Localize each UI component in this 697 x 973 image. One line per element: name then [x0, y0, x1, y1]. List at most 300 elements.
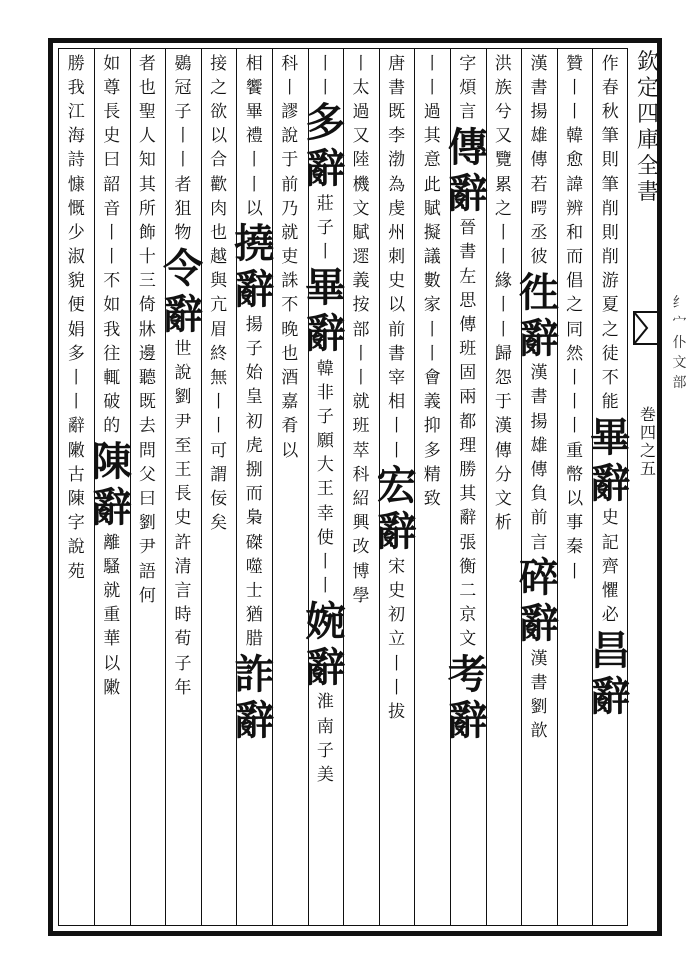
text-char: 子: [174, 653, 192, 674]
text-char: 矣: [210, 513, 228, 534]
text-char: 嘉: [281, 392, 299, 413]
text-char: 會: [423, 368, 441, 389]
text-char: 分: [494, 464, 512, 485]
text-char: 徒: [601, 343, 619, 364]
column-rule: [94, 48, 95, 926]
headword-char: 辭: [305, 643, 346, 691]
text-char: 不: [103, 271, 121, 292]
text-char: 兩: [459, 387, 477, 408]
text-char: 丨: [494, 247, 512, 268]
text-char: 清: [174, 556, 192, 577]
text-char: 勝: [459, 460, 477, 481]
text-char: 李: [388, 126, 406, 147]
text-char: 子: [174, 101, 192, 122]
text-char: 太: [352, 77, 370, 98]
text-char: 又: [494, 126, 512, 147]
text-char: 騷: [103, 556, 121, 577]
text-char: 始: [245, 363, 263, 384]
text-char: 歡: [210, 174, 228, 195]
text-char: 海: [67, 126, 85, 147]
text-char: 丨: [566, 392, 584, 413]
text-char: 就: [352, 392, 370, 413]
headword-char: 詐: [234, 650, 275, 698]
column-rule: [379, 48, 380, 926]
text-char: 二: [459, 580, 477, 601]
text-char: 丨: [103, 247, 121, 268]
text-char: 文: [494, 488, 512, 509]
text-char: 丨: [494, 222, 512, 243]
headword-char: 撓: [234, 220, 275, 268]
text-char: 丨: [388, 440, 406, 461]
text-char: 傳: [530, 150, 548, 171]
text-char: 則: [601, 150, 619, 171]
text-char: 娟: [67, 319, 85, 340]
text-char: 尊: [103, 77, 121, 98]
text-char: 能: [601, 392, 619, 413]
text-char: 以: [245, 198, 263, 219]
text-char: 重: [103, 605, 121, 626]
text-char: 世: [174, 339, 192, 360]
text-char: 越: [210, 247, 228, 268]
text-char: 京: [459, 605, 477, 626]
text-char: 丨: [210, 416, 228, 437]
text-char: 賦: [423, 198, 441, 219]
text-char: 邊: [138, 343, 156, 364]
column-rule: [201, 48, 202, 926]
text-char: 腊: [245, 629, 263, 650]
text-char: 紹: [352, 488, 370, 509]
text-char: 傳: [530, 460, 548, 481]
text-char: 漢: [530, 648, 548, 669]
text-char: 鷃: [174, 53, 192, 74]
text-char: 以: [388, 295, 406, 316]
text-char: 願: [316, 431, 334, 452]
column-rule: [521, 48, 522, 926]
headword-char: 辭: [590, 672, 631, 720]
text-char: 丨: [316, 576, 334, 597]
edge-char: 纟: [672, 295, 687, 311]
text-column: [486, 52, 522, 922]
text-char: 覽: [494, 150, 512, 171]
text-char: 佞: [210, 488, 228, 509]
text-char: 義: [423, 392, 441, 413]
text-char: 遝: [352, 247, 370, 268]
text-char: 破: [103, 392, 121, 413]
text-char: 歆: [530, 721, 548, 742]
text-char: 丨: [566, 416, 584, 437]
text-char: 析: [494, 513, 512, 534]
text-char: 兮: [494, 101, 512, 122]
text-char: 前: [530, 508, 548, 529]
text-char: 理: [459, 435, 477, 456]
text-char: 眉: [210, 319, 228, 340]
text-char: 劉: [138, 513, 156, 534]
book-title: [634, 48, 662, 208]
text-char: 辭: [459, 508, 477, 529]
text-char: 同: [566, 319, 584, 340]
text-char: 不: [281, 295, 299, 316]
title-char: 四: [636, 102, 659, 127]
headword-char: 畢: [305, 263, 346, 311]
text-char: 思: [459, 290, 477, 311]
text-char: 為: [388, 174, 406, 195]
text-char: 傳: [494, 440, 512, 461]
text-char: 緣: [494, 271, 512, 292]
text-char: 游: [601, 271, 619, 292]
headword-char: 辭: [376, 508, 417, 556]
text-char: 也: [138, 77, 156, 98]
text-char: 欲: [210, 101, 228, 122]
adjacent-page-edge: [662, 290, 697, 790]
text-char: 前: [281, 174, 299, 195]
text-char: 劉: [174, 387, 192, 408]
text-char: 慨: [67, 198, 85, 219]
text-char: 書: [530, 387, 548, 408]
text-char: 拔: [388, 701, 406, 722]
text-char: 史: [601, 508, 619, 529]
text-char: 家: [423, 295, 441, 316]
fish-tail-mark: [632, 310, 662, 346]
text-char: 酒: [281, 368, 299, 389]
text-char: 記: [601, 532, 619, 553]
text-char: 其: [423, 126, 441, 147]
text-char: 作: [601, 53, 619, 74]
text-char: 梟: [245, 508, 263, 529]
text-char: 倡: [566, 271, 584, 292]
text-char: 丨: [316, 552, 334, 573]
text-char: 前: [388, 319, 406, 340]
text-char: 丨: [388, 677, 406, 698]
headword-char: 辭: [518, 314, 559, 362]
text-char: 畢: [245, 101, 263, 122]
text-char: 丨: [423, 343, 441, 364]
headword-char: 多: [305, 99, 346, 147]
text-char: 的: [103, 416, 121, 437]
text-char: 以: [566, 488, 584, 509]
text-char: 何: [138, 585, 156, 606]
text-column: [518, 52, 559, 922]
text-char: 陸: [352, 150, 370, 171]
text-char: 必: [601, 605, 619, 626]
text-char: 左: [459, 266, 477, 287]
text-char: 離: [103, 532, 121, 553]
edge-char: 部: [672, 375, 687, 391]
text-char: 其: [138, 174, 156, 195]
text-char: 敶: [67, 440, 85, 461]
text-char: 累: [494, 174, 512, 195]
text-char: 初: [245, 411, 263, 432]
text-char: 冠: [174, 77, 192, 98]
text-char: 也: [281, 343, 299, 364]
text-char: 漢: [530, 363, 548, 384]
text-char: 春: [601, 77, 619, 98]
text-char: 接: [210, 53, 228, 74]
text-char: 丨: [316, 77, 334, 98]
text-char: 丨: [352, 53, 370, 74]
text-char: 丨: [566, 77, 584, 98]
text-char: 歸: [494, 343, 512, 364]
text-char: 漢: [494, 416, 512, 437]
text-char: 我: [103, 319, 121, 340]
text-char: 相: [388, 392, 406, 413]
text-char: 之: [494, 198, 512, 219]
text-char: 班: [459, 339, 477, 360]
text-char: 華: [103, 629, 121, 650]
text-char: 捌: [245, 460, 263, 481]
text-char: 父: [138, 464, 156, 485]
text-char: 科: [281, 53, 299, 74]
text-char: 知: [138, 150, 156, 171]
text-char: 既: [138, 392, 156, 413]
text-column: [305, 52, 346, 922]
text-char: 筆: [601, 174, 619, 195]
text-char: 初: [388, 605, 406, 626]
text-column: [234, 52, 275, 922]
text-char: 字: [459, 53, 477, 74]
text-char: 韓: [566, 126, 584, 147]
text-char: 書: [388, 343, 406, 364]
text-char: 長: [103, 101, 121, 122]
edge-char: 宀: [672, 315, 687, 331]
text-char: 謂: [210, 464, 228, 485]
text-char: 丨: [245, 150, 263, 171]
text-char: 秦: [566, 537, 584, 558]
text-char: 書: [388, 77, 406, 98]
column-rule: [450, 48, 451, 926]
text-char: 丞: [530, 222, 548, 243]
text-char: 聽: [138, 368, 156, 389]
text-column: [58, 52, 94, 922]
text-char: 乃: [281, 198, 299, 219]
headword-char: 辭: [162, 290, 203, 338]
headword-char: 令: [162, 244, 203, 292]
text-char: 勝: [67, 53, 85, 74]
headword-char: 辭: [234, 266, 275, 314]
text-char: 雄: [530, 126, 548, 147]
text-char: 丨: [423, 319, 441, 340]
text-char: 辭: [67, 416, 85, 437]
text-char: 長: [174, 484, 192, 505]
text-char: 亢: [210, 295, 228, 316]
text-char: 聖: [138, 101, 156, 122]
text-char: 之: [566, 295, 584, 316]
text-char: 荀: [174, 629, 192, 650]
text-char: 語: [138, 561, 156, 582]
text-char: 美: [316, 764, 334, 785]
headword-char: 考: [447, 650, 488, 698]
text-char: 賦: [352, 222, 370, 243]
text-char: 削: [601, 247, 619, 268]
text-char: 負: [530, 484, 548, 505]
text-char: 肉: [210, 198, 228, 219]
title-char: 書: [636, 180, 659, 205]
text-char: 說: [281, 126, 299, 147]
text-char: 以: [210, 126, 228, 147]
text-char: 便: [67, 295, 85, 316]
text-char: 文: [352, 198, 370, 219]
text-column: [91, 52, 132, 922]
text-char: 我: [67, 77, 85, 98]
text-char: 王: [316, 479, 334, 500]
column-rule: [165, 48, 166, 926]
headword-char: 昌: [590, 626, 631, 674]
volume-char: 巻: [639, 405, 656, 424]
text-char: 以: [103, 653, 121, 674]
text-char: 南: [316, 716, 334, 737]
text-char: 就: [103, 580, 121, 601]
text-char: 又: [352, 126, 370, 147]
text-char: 族: [494, 77, 512, 98]
text-char: 漢: [530, 53, 548, 74]
text-char: 煩: [459, 77, 477, 98]
text-char: 可: [210, 440, 228, 461]
text-char: 州: [388, 222, 406, 243]
text-char: 陳: [67, 488, 85, 509]
volume-char: 五: [639, 459, 656, 478]
text-char: 齊: [601, 556, 619, 577]
text-char: 數: [423, 271, 441, 292]
edge-char: 仆: [672, 335, 687, 351]
text-char: 雄: [530, 435, 548, 456]
text-char: 𥈭: [530, 198, 548, 219]
text-char: 晚: [281, 319, 299, 340]
headword-char: 辭: [590, 459, 631, 507]
text-char: 多: [423, 440, 441, 461]
text-char: 固: [459, 363, 477, 384]
text-char: 之: [601, 319, 619, 340]
column-rule: [236, 48, 237, 926]
text-char: 于: [494, 392, 512, 413]
text-char: 曰: [103, 150, 121, 171]
title-char: 全: [636, 154, 659, 179]
volume-char: 之: [639, 441, 656, 460]
text-char: 非: [316, 382, 334, 403]
text-char: 筆: [601, 126, 619, 147]
headword-char: 陳: [91, 438, 132, 485]
text-char: 往: [103, 343, 121, 364]
text-char: 多: [67, 343, 85, 364]
text-char: 傳: [459, 314, 477, 335]
text-column: [162, 52, 203, 922]
text-char: 人: [138, 126, 156, 147]
text-char: 也: [210, 222, 228, 243]
text-char: 事: [566, 513, 584, 534]
headword-char: 辭: [234, 696, 275, 744]
text-char: 尹: [174, 411, 192, 432]
text-column: [201, 52, 237, 922]
text-char: 十: [138, 247, 156, 268]
text-char: 所: [138, 198, 156, 219]
text-char: 幸: [316, 503, 334, 524]
text-char: 尹: [138, 537, 156, 558]
text-char: 立: [388, 629, 406, 650]
text-char: 學: [352, 585, 370, 606]
text-column: [590, 52, 631, 922]
text-char: 貌: [67, 271, 85, 292]
text-char: 和: [566, 222, 584, 243]
text-char: 說: [174, 363, 192, 384]
text-char: 慷: [67, 174, 85, 195]
text-char: 致: [423, 488, 441, 509]
text-char: 揚: [245, 314, 263, 335]
text-char: 言: [459, 101, 477, 122]
volume-char: 四: [639, 423, 656, 442]
text-char: 其: [459, 484, 477, 505]
text-char: 揚: [530, 411, 548, 432]
chapter-label: [634, 405, 662, 479]
text-char: 丨: [67, 392, 85, 413]
text-char: 音: [103, 198, 121, 219]
text-char: 辨: [566, 198, 584, 219]
text-char: 牀: [138, 319, 156, 340]
text-char: 曰: [138, 488, 156, 509]
text-char: 終: [210, 343, 228, 364]
text-char: 與: [210, 271, 228, 292]
text-char: 不: [601, 368, 619, 389]
text-char: 禮: [245, 126, 263, 147]
text-char: 子: [316, 740, 334, 761]
text-char: 虔: [388, 198, 406, 219]
text-char: 江: [67, 101, 85, 122]
text-char: 苑: [67, 561, 85, 582]
text-char: 虎: [245, 435, 263, 456]
text-char: 少: [67, 222, 85, 243]
text-char: 物: [174, 222, 192, 243]
text-char: 猶: [245, 605, 263, 626]
text-char: 宰: [388, 368, 406, 389]
text-char: 義: [352, 271, 370, 292]
text-char: 丨: [316, 242, 334, 263]
text-char: 議: [423, 247, 441, 268]
column-rule: [308, 48, 309, 926]
text-char: 揚: [530, 101, 548, 122]
headword-char: 宏: [376, 462, 417, 510]
text-column: [414, 52, 450, 922]
text-column: [376, 52, 417, 922]
text-char: 幣: [566, 464, 584, 485]
text-char: 淑: [67, 247, 85, 268]
text-char: 丨: [67, 368, 85, 389]
text-char: 大: [316, 455, 334, 476]
text-char: 王: [174, 460, 192, 481]
text-char: 丨: [388, 653, 406, 674]
text-char: 去: [138, 416, 156, 437]
text-char: 丨: [281, 77, 299, 98]
text-char: 書: [459, 242, 477, 263]
text-char: 然: [566, 343, 584, 364]
text-char: 三: [138, 271, 156, 292]
text-char: 許: [174, 532, 192, 553]
headword-char: 辭: [305, 309, 346, 357]
headword-char: 辭: [447, 696, 488, 744]
text-char: 書: [530, 672, 548, 693]
text-char: 至: [174, 435, 192, 456]
column-rule: [272, 48, 273, 926]
text-char: 敶: [103, 677, 121, 698]
text-char: 無: [210, 368, 228, 389]
text-char: 劉: [530, 697, 548, 718]
text-char: 丨: [423, 77, 441, 98]
text-char: 于: [281, 150, 299, 171]
headword-char: 徃: [518, 268, 559, 316]
text-char: 書: [530, 77, 548, 98]
text-char: 以: [281, 440, 299, 461]
text-column: [447, 52, 488, 922]
text-char: 精: [423, 464, 441, 485]
text-char: 贊: [566, 53, 584, 74]
headword-char: 傳: [447, 123, 488, 171]
text-char: 說: [67, 537, 85, 558]
